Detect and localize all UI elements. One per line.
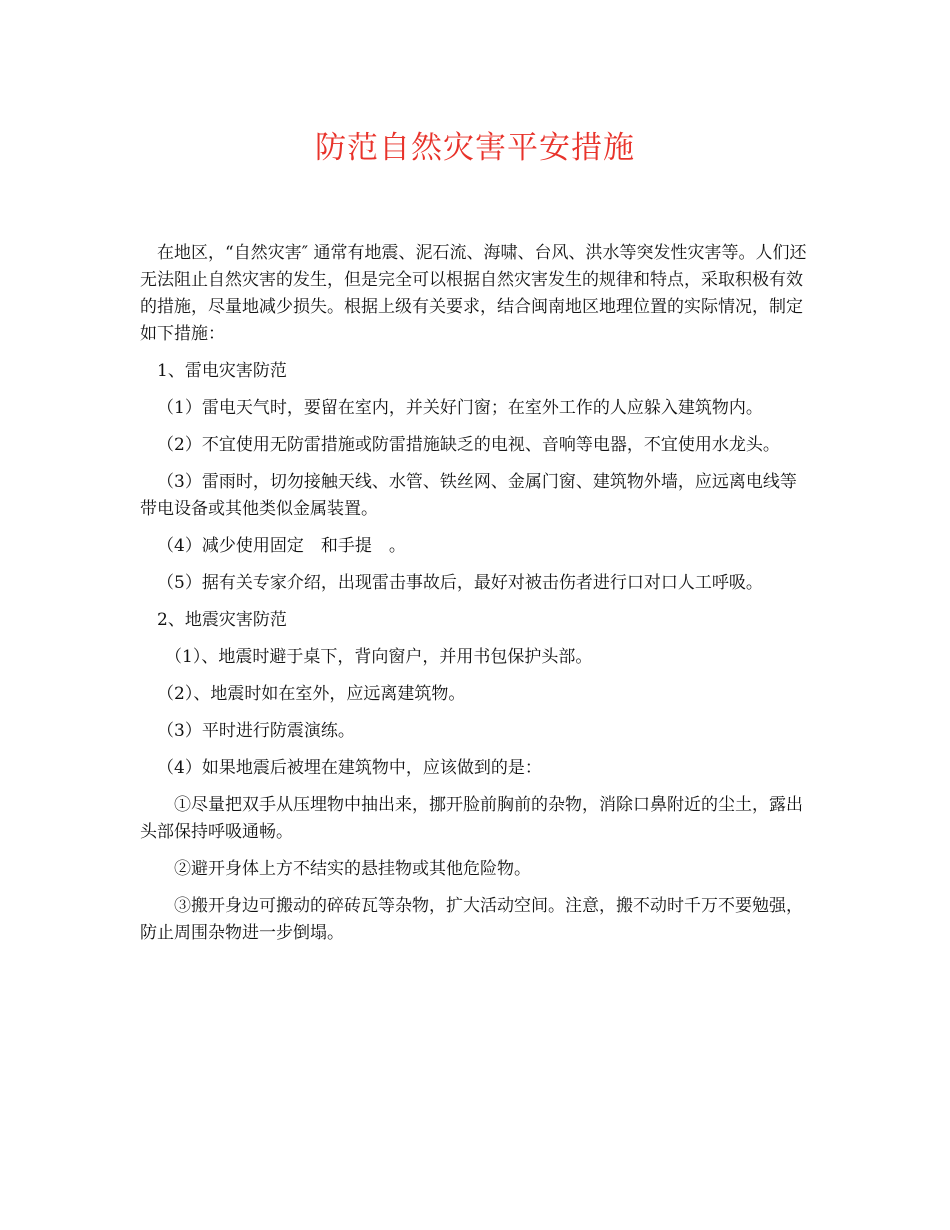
intro-paragraph: 在地区，“自然灾害″ 通常有地震、泥石流、海啸、台风、洪水等突发性灾害等。人们还无法阻止自然灾害的发生，但是完全可以根据自然灾害发生的规律和特点，采取积极有效的措施，尽量地减少损失。根据上级有关要求，结合闽南地区地理位置的实际情况，制定如下措施： xyxy=(140,243,807,344)
document-body xyxy=(140,240,810,957)
section-heading-lightning: 1、雷电灾害防范 xyxy=(157,361,287,381)
list-item: （3）雷雨时，切勿接触天线、水管、铁丝网、金属门窗、建筑物外墙，应远离电线等带电设备或其他类似金属装置。 xyxy=(140,472,797,519)
list-item: （5）据有关专家介绍，出现雷击事故后，最好对被击伤者进行口对口人工呼吸。 xyxy=(157,573,763,593)
sub-item: ①尽量把双手从压埋物中抽出来，挪开脸前胸前的杂物，消除口鼻附近的尘土，露出头部保持呼吸通畅。 xyxy=(140,795,803,842)
list-item: （2）不宜使用无防雷措施或防雷措施缺乏的电视、音响等电器，不宜使用水龙头。 xyxy=(157,435,780,455)
list-item: （1）、地震时避于桌下，背向窗户，并用书包保护头部。 xyxy=(165,647,593,667)
list-item: （3）平时进行防震演练。 xyxy=(157,721,355,741)
list-item: （2）、地震时如在室外，应远离建筑物。 xyxy=(157,684,466,704)
list-item: （4）减少使用固定 和手提 。 xyxy=(157,536,406,556)
document-title: 防范自然灾害平安措施 xyxy=(315,130,635,166)
list-item: （4）如果地震后被埋在建筑物中，应该做到的是： xyxy=(157,758,542,778)
sub-item: ③搬开身边可搬动的碎砖瓦等杂物，扩大活动空间。注意，搬不动时千万不要勉强，防止周围杂物进一步倒塌。 xyxy=(140,896,803,943)
section-heading-earthquake: 2、地震灾害防范 xyxy=(157,610,287,630)
sub-item: ②避开身体上方不结实的悬挂物或其他危险物。 xyxy=(174,859,531,879)
list-item: （1）雷电天气时，要留在室内，并关好门窗；在室外工作的人应躲入建筑物内。 xyxy=(157,398,763,418)
